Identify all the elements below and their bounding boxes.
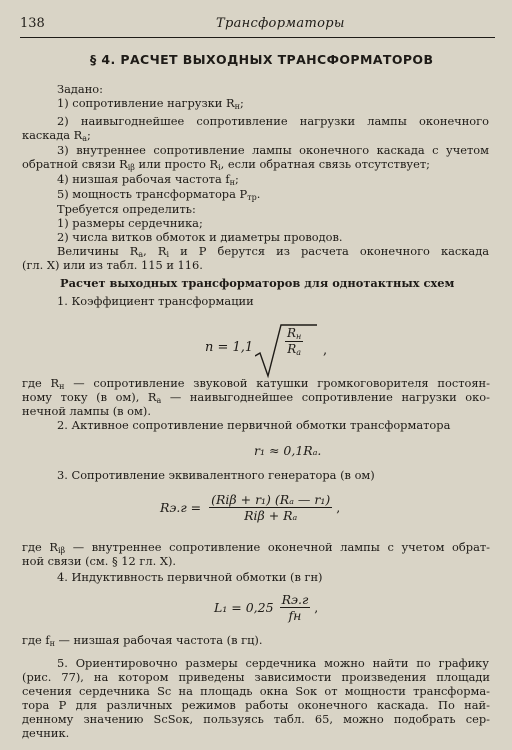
given-item-5: 5) мощность трансформатора $P_{тр}$. [57, 187, 261, 202]
given-item-4: 4) низшая рабочая частота $f_н$; [57, 172, 239, 187]
determine-item-2: 2) числа витков обмоток и диаметры проводов. [57, 230, 343, 244]
given-item-2: 2) наивыгоднейшее сопротивление нагрузки лампы оконечного [57, 114, 489, 128]
explanation-1-line-1: где $R_н$ — сопротивление звуковой катушки громкоговорителя постоян- [22, 376, 491, 391]
explanation-1-line-2: ному току (в ом), $R_a$ — наивыгоднейшее сопротивление нагрузки око- [22, 390, 490, 405]
formula-equivalent-generator: Rэ.г = $\frac{\text{(Riβ + r₁) (Rₐ — r₁)}}{\text{Riβ + Rₐ}}$ , [160, 492, 341, 523]
step-4: 4. Индуктивность первичной обмотки (в гн) [57, 570, 323, 584]
explanation-1-line-3: нечной лампы (в ом). [22, 404, 151, 418]
formula-inductance: L₁ = 0,25 $\frac{Rэ.г}{fн}$ , [214, 592, 319, 623]
formula-transformation-ratio: n = 1,1 $R_н$ $R_a$ , [205, 318, 355, 376]
step-1: 1. Коэффициент трансформации [57, 294, 254, 308]
given-item-3: 3) внутреннее сопротивление лампы оконечного каскада с учетом [57, 143, 489, 157]
step-5-line-1: 5. Ориентировочно размеры сердечника можно найти по графику [57, 656, 489, 670]
step-3: 3. Сопротивление эквивалентного генератора (в ом) [57, 468, 375, 482]
determine-label: Требуется определить: [57, 202, 196, 216]
explanation-3-line-1: где $R_{i\beta}$ — внутреннее сопротивление оконечной лампы с учетом обрат- [22, 540, 491, 555]
step-5-line-6: дечник. [22, 726, 70, 740]
section-title: § 4. РАСЧЕТ ВЫХОДНЫХ ТРАНСФОРМАТОРОВ [90, 52, 434, 67]
step-2: 2. Активное сопротивление первичной обмотки трансформатора [57, 418, 451, 432]
given-label: Задано: [57, 82, 103, 96]
step-5-line-3: сечения сердечника Sс на площадь окна Sок от мощности трансформа- [22, 684, 490, 698]
given-item-2-cont: каскада $R_a$; [22, 128, 91, 143]
formula-primary-resistance: r₁ ≈ 0,1Rₐ. [254, 443, 322, 458]
step-5-line-4: тора P для различных режимов работы оконечного каскада. По най- [22, 698, 490, 712]
given-item-1: 1) сопротивление нагрузки $R_н$; [57, 96, 244, 111]
explanation-3-line-2: ной связи (см. § 12 гл. X). [22, 554, 177, 568]
page-number: 138 [20, 16, 45, 31]
explanation-4: где $f_н$ — низшая рабочая частота (в гц). [22, 633, 263, 648]
header-rule [20, 37, 495, 38]
values-note-cont: (гл. X) или из табл. 115 и 116. [22, 258, 203, 272]
step-5-line-2: (рис. 77), на котором приведены зависимости произведения площади [22, 670, 490, 684]
running-header [20, 14, 482, 34]
values-note: Величины $R_a$, $R_i$ и P берутся из расчета оконечного каскада [57, 244, 489, 259]
given-item-3-cont: обратной связи $R_{i\beta}$ или просто $R_i$, если обратная связь отсутствует; [22, 157, 430, 172]
step-5-line-5: денному значению SсSок, пользуясь табл. 65, можно подобрать сер- [22, 712, 490, 726]
determine-item-1: 1) размеры сердечника; [57, 216, 203, 230]
running-title: Трансформаторы [216, 16, 345, 31]
subheading: Расчет выходных трансформаторов для однотактных схем [60, 276, 455, 290]
